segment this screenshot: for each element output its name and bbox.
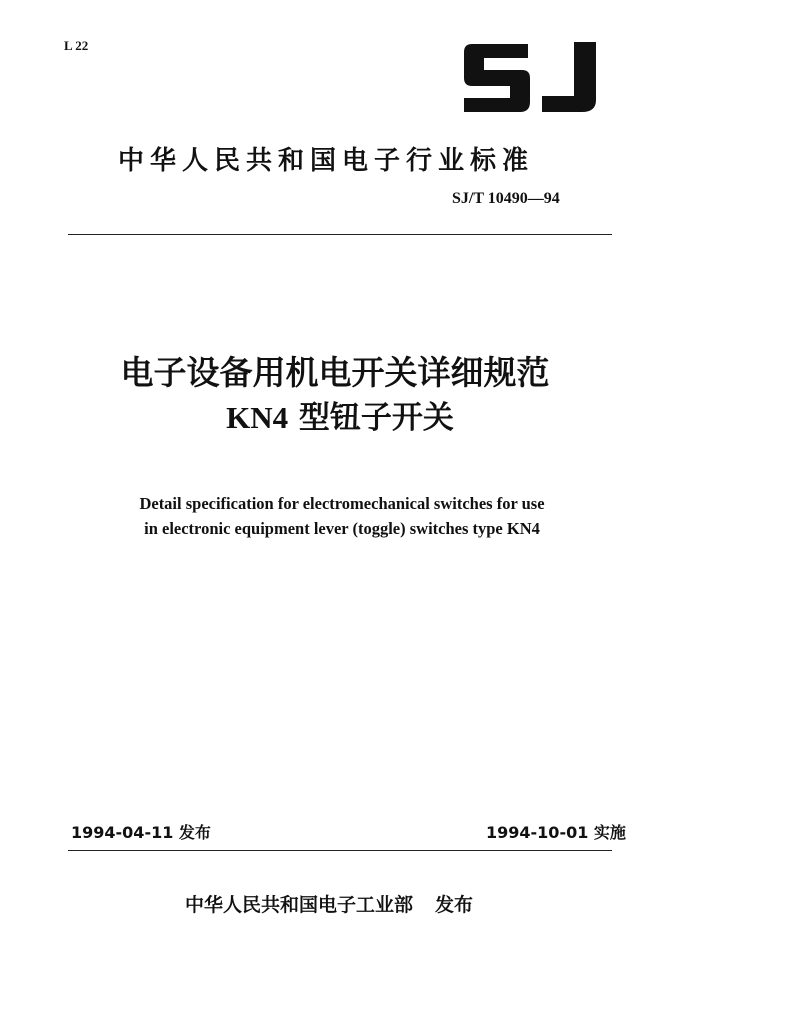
title-model-type: 型钮子开关 — [298, 400, 454, 436]
issue-date: 1994-04-11 发布 — [71, 823, 211, 842]
publisher-action: 发布 — [435, 894, 474, 916]
title-cn-line2 — [0, 392, 680, 437]
logo-letter-j — [542, 42, 596, 112]
title-model: KN4 — [226, 400, 289, 435]
title-cn-line1: 电子设备用机电开关详细规范 — [120, 353, 550, 392]
title-en-line2: in electronic equipment lever (toggle) switches type KN4 — [144, 519, 540, 538]
title-en-line1: Detail specification for electromechanical switches for use — [139, 494, 545, 513]
publisher-name: 中华人民共和国电子工业部 — [185, 894, 414, 916]
issuer-header: 中华人民共和国电子行业标准 — [118, 146, 535, 176]
bottom-divider — [68, 850, 612, 851]
standard-number: SJ/T 10490—94 — [452, 190, 560, 207]
sj-logo — [462, 40, 598, 114]
logo-letter-s — [464, 44, 530, 112]
publisher — [185, 890, 473, 917]
effective-date: 1994-10-01 实施 — [486, 823, 626, 842]
classification-code: L 22 — [64, 38, 89, 53]
top-divider — [68, 234, 612, 235]
